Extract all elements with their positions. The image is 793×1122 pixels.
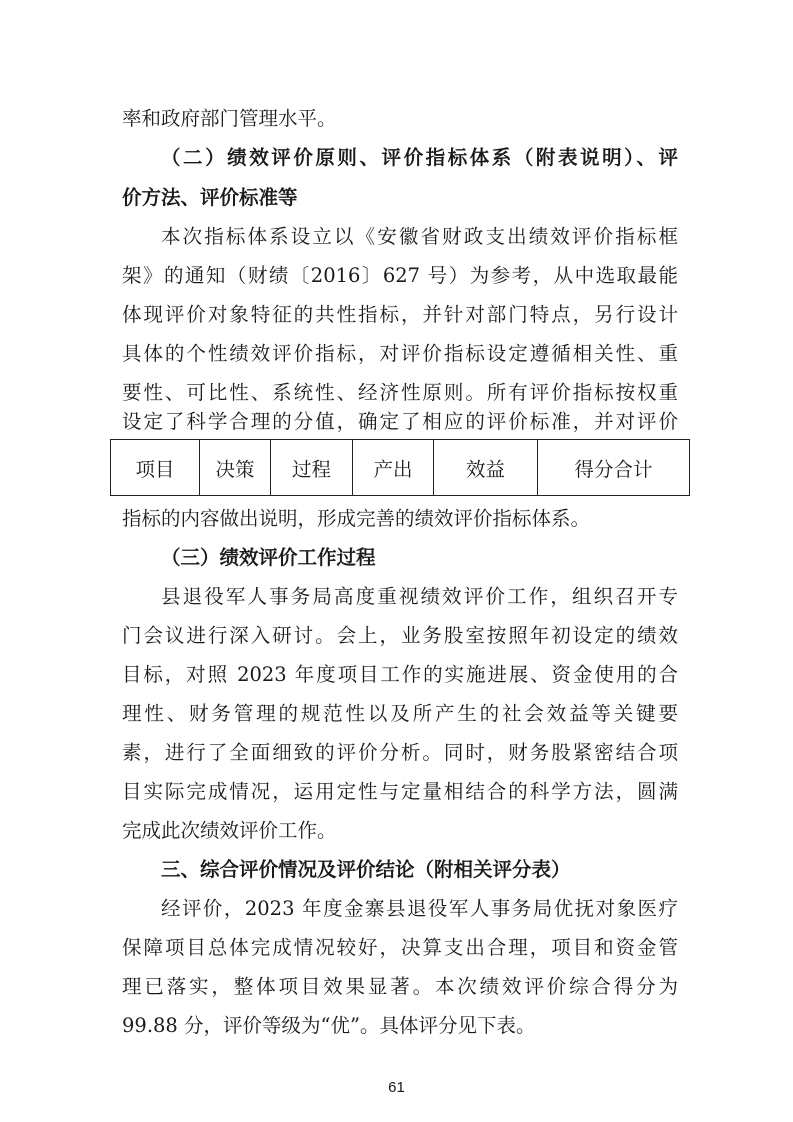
paragraph-line: 设定了科学合理的分值，确定了相应的评价标准，并对评价 — [122, 410, 678, 433]
paragraph-line: 保障项目总体完成情况较好，决算支出合理，项目和资金管 — [122, 936, 678, 959]
paragraph-line: 目标，对照 2023 年度项目工作的实施进展、资金使用的合 — [122, 663, 678, 686]
section-heading-three: 三、综合评价情况及评价结论（附相关评分表） — [161, 858, 571, 881]
paragraph-line: 目实际完成情况，运用定性与定量相结合的科学方法，圆满 — [122, 780, 678, 803]
paragraph-line: 架》的通知（财绩〔2016〕627 号）为参考，从中选取最能 — [122, 264, 678, 287]
paragraph-line: 素，进行了全面细致的评价分析。同时，财务股紧密结合项 — [122, 741, 678, 764]
table-cell-total: 得分合计 — [538, 440, 690, 496]
paragraph-line: 门会议进行深入研讨。会上，业务股室按照年初设定的绩效 — [122, 624, 678, 647]
table-cell-decision: 决策 — [200, 440, 271, 496]
heading-2-line2: 价方法、评价标准等 — [122, 186, 298, 209]
table-cell-output: 产出 — [353, 440, 434, 496]
heading-2-line1: （二）绩效评价原则、评价指标体系（附表说明）、评 — [161, 146, 678, 169]
table-cell-benefit: 效益 — [434, 440, 538, 496]
paragraph-line: 99.88 分，评价等级为“优”。具体评分见下表。 — [122, 1014, 536, 1037]
paragraph-line: 理性、财务管理的规范性以及所产生的社会效益等关键要 — [122, 702, 678, 725]
page-number: 61 — [388, 1079, 405, 1096]
paragraph-line: 体现评价对象特征的共性指标，并针对部门特点，另行设计 — [122, 303, 678, 326]
paragraph-line: 经评价，2023 年度金寨县退役军人事务局优抚对象医疗 — [161, 897, 678, 920]
paragraph-line: 要性、可比性、系统性、经济性原则。所有评价指标按权重 — [122, 381, 678, 404]
table-row — [111, 440, 690, 496]
score-table — [110, 439, 690, 496]
paragraph-line: 本次指标体系设立以《安徽省财政支出绩效评价指标框 — [161, 225, 678, 248]
paragraph-line: 指标的内容做出说明，形成完善的绩效评价指标体系。 — [122, 507, 591, 530]
table-cell-project: 项目 — [111, 440, 200, 496]
paragraph-line: 具体的个性绩效评价指标，对评价指标设定遵循相关性、重 — [122, 342, 678, 365]
paragraph-line: 理已落实，整体项目效果显著。本次绩效评价综合得分为 — [122, 975, 678, 998]
heading-3: （三）绩效评价工作过程 — [161, 546, 376, 569]
paragraph-line: 完成此次绩效评价工作。 — [122, 819, 337, 842]
table-cell-process: 过程 — [271, 440, 353, 496]
line-p0: 率和政府部门管理水平。 — [122, 107, 337, 130]
paragraph-line: 县退役军人事务局高度重视绩效评价工作，组织召开专 — [161, 585, 678, 608]
